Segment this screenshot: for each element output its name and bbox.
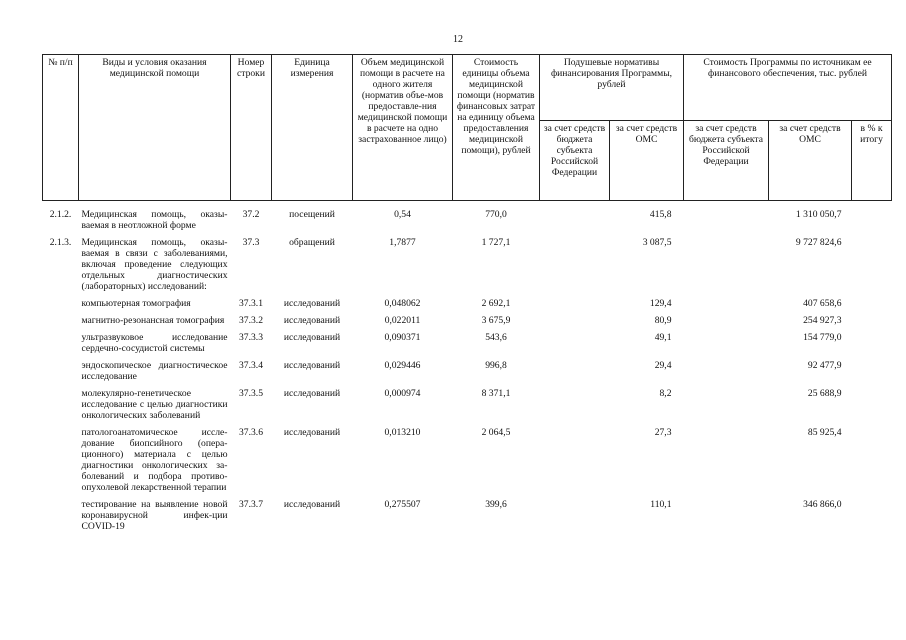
row-program-oms: 254 927,3 xyxy=(803,315,842,326)
row-per-capita-budget xyxy=(540,298,610,315)
row-volume: 0,022011 xyxy=(384,315,421,326)
row-unit: исследований xyxy=(283,388,341,399)
row-num xyxy=(43,388,79,427)
row-per-capita-oms: 29,4 xyxy=(654,360,672,371)
row-name: эндоскопическое диагностическое исследование xyxy=(81,360,228,382)
row-unit: исследований xyxy=(283,499,341,510)
table-row xyxy=(43,360,892,388)
row-per-capita-oms: 80,9 xyxy=(654,315,672,326)
row-cost: 2 692,1 xyxy=(481,298,511,309)
table-row xyxy=(43,388,892,427)
header-program-budget: за счет средств бюджета субъекта Российской Федерации xyxy=(684,121,769,201)
page-number: 12 xyxy=(453,34,463,45)
header-program-percent: в % к итогу xyxy=(852,121,892,201)
row-per-capita-budget xyxy=(540,315,610,332)
row-name: Медицинская помощь, оказы-ваемая в неотложной форме xyxy=(81,209,228,231)
row-per-capita-oms: 129,4 xyxy=(649,298,672,309)
row-per-capita-budget xyxy=(540,499,610,538)
row-program-oms: 92 477,9 xyxy=(807,360,842,371)
row-unit: исследований xyxy=(283,427,341,438)
row-per-capita-oms: 415,8 xyxy=(649,209,672,220)
row-num: 2.1.2. xyxy=(49,209,72,220)
row-per-capita-oms: 27,3 xyxy=(654,427,672,438)
row-program-percent xyxy=(852,427,892,499)
row-program-budget xyxy=(684,360,769,388)
row-per-capita-oms: 8,2 xyxy=(659,388,672,399)
row-name: Медицинская помощь, оказы-ваемая в связи с заболеваниями, включая проведение следующих отдельных диагностических (лабораторных) исследований: xyxy=(81,237,228,292)
row-num xyxy=(43,499,79,538)
row-program-budget xyxy=(684,332,769,360)
row-cost: 2 064,5 xyxy=(481,427,511,438)
row-name: тестирование на выявление новой коронавирусной инфек-ции COVID-19 xyxy=(81,499,228,532)
row-volume: 0,029446 xyxy=(384,360,421,371)
row-program-percent xyxy=(852,201,892,238)
row-per-capita-budget xyxy=(540,201,610,238)
row-unit: исследований xyxy=(283,298,341,309)
table-header xyxy=(43,55,892,201)
row-line: 37.3.6 xyxy=(239,427,263,438)
row-name: компьютерная томография xyxy=(81,298,191,309)
header-per-capita-oms: за счет средств ОМС xyxy=(610,121,684,201)
row-unit: посещений xyxy=(289,209,335,220)
header-types: Виды и условия оказания медицинской помощи xyxy=(79,55,231,201)
row-unit: обращений xyxy=(289,237,335,248)
row-num xyxy=(43,332,79,360)
row-num xyxy=(43,315,79,332)
row-num xyxy=(43,427,79,499)
header-line-number: Номер строки xyxy=(231,55,272,201)
header-volume: Объем медицинской помощи в расчете на одного жителя (норматив объе-мов предоставле-ния медицинской помощи в расчете на одно застрахованное лицо) xyxy=(353,55,453,201)
row-program-budget xyxy=(684,499,769,538)
row-volume: 0,090371 xyxy=(384,332,421,343)
row-program-budget xyxy=(684,201,769,238)
row-name: магнитно-резонансная томография xyxy=(81,315,225,326)
row-per-capita-budget xyxy=(540,427,610,499)
row-program-percent xyxy=(852,332,892,360)
row-program-percent xyxy=(852,237,892,298)
row-program-oms: 346 866,0 xyxy=(803,499,842,510)
row-per-capita-oms: 49,1 xyxy=(654,332,672,343)
row-line: 37.3.3 xyxy=(239,332,263,343)
row-cost: 3 675,9 xyxy=(481,315,511,326)
row-per-capita-oms: 110,1 xyxy=(650,499,672,510)
row-program-oms: 85 925,4 xyxy=(807,427,842,438)
row-program-oms: 9 727 824,6 xyxy=(795,237,842,248)
table-row xyxy=(43,315,892,332)
row-program-percent xyxy=(852,298,892,315)
row-line: 37.3.4 xyxy=(239,360,263,371)
table-row xyxy=(43,499,892,538)
row-line: 37.3.5 xyxy=(239,388,263,399)
row-volume: 0,048062 xyxy=(384,298,421,309)
header-per-capita-group: Подушевые нормативы финансирования Программы, рублей xyxy=(540,55,684,121)
row-cost: 1 727,1 xyxy=(481,237,511,248)
row-name: молекулярно-генетическое исследование с целью диагностики онкологических заболеваний xyxy=(81,388,228,421)
table-row xyxy=(43,237,892,298)
header-unit: Единица измерения xyxy=(272,55,353,201)
row-volume: 0,54 xyxy=(394,209,411,220)
row-unit: исследований xyxy=(283,332,341,343)
row-volume: 0,275507 xyxy=(384,499,421,510)
row-per-capita-budget xyxy=(540,360,610,388)
row-program-oms: 1 310 050,7 xyxy=(795,209,842,220)
row-cost: 543,6 xyxy=(485,332,507,343)
table-row xyxy=(43,427,892,499)
row-program-oms: 25 688,9 xyxy=(807,388,842,399)
row-name: патологоанатомическое иссле-дование биопсийного (опера-ционного) материала с целью диагностики онкологических за-болеваний и подбора противо-опухолевой лекарственной терапии xyxy=(81,427,228,493)
row-program-percent xyxy=(852,315,892,332)
header-per-capita-budget: за счет средств бюджета субъекта Российской Федерации xyxy=(540,121,610,201)
row-program-budget xyxy=(684,388,769,427)
row-cost: 8 371,1 xyxy=(481,388,511,399)
row-name: ультразвуковое исследование сердечно-сосудистой системы xyxy=(81,332,228,354)
row-program-percent xyxy=(852,360,892,388)
row-program-oms: 154 779,0 xyxy=(803,332,842,343)
row-volume: 0,013210 xyxy=(384,427,421,438)
row-num xyxy=(43,298,79,315)
row-num xyxy=(43,360,79,388)
row-per-capita-budget xyxy=(540,237,610,298)
row-unit: исследований xyxy=(283,315,341,326)
header-program-group: Стоимость Программы по источникам ее финансового обеспечения, тыс. рублей xyxy=(684,55,892,121)
row-cost: 399,6 xyxy=(485,499,507,510)
row-per-capita-budget xyxy=(540,388,610,427)
row-line: 37.3 xyxy=(242,237,260,248)
header-program-oms: за счет средств ОМС xyxy=(769,121,852,201)
row-line: 37.3.7 xyxy=(239,499,263,510)
row-num: 2.1.3. xyxy=(49,237,72,248)
row-program-percent xyxy=(852,499,892,538)
table-row xyxy=(43,332,892,360)
row-line: 37.3.2 xyxy=(239,315,263,326)
table-row xyxy=(43,201,892,238)
row-line: 37.3.1 xyxy=(239,298,263,309)
row-program-budget xyxy=(684,315,769,332)
row-cost: 770,0 xyxy=(485,209,507,220)
row-unit: исследований xyxy=(283,360,341,371)
row-program-percent xyxy=(852,388,892,427)
row-volume: 1,7877 xyxy=(389,237,416,248)
program-cost-table xyxy=(42,54,892,538)
table-row xyxy=(43,298,892,315)
header-cost: Стоимость единицы объема медицинской помощи (норматив финансовых затрат на единицу объема предоставления медицинской помощи), рублей xyxy=(453,55,540,201)
row-cost: 996,8 xyxy=(485,360,507,371)
row-program-budget xyxy=(684,427,769,499)
header-num: № п/п xyxy=(43,55,79,201)
row-volume: 0,000974 xyxy=(384,388,421,399)
row-program-budget xyxy=(684,237,769,298)
row-program-oms: 407 658,6 xyxy=(803,298,842,309)
row-per-capita-budget xyxy=(540,332,610,360)
row-per-capita-oms: 3 087,5 xyxy=(642,237,672,248)
row-program-budget xyxy=(684,298,769,315)
row-line: 37.2 xyxy=(242,209,260,220)
